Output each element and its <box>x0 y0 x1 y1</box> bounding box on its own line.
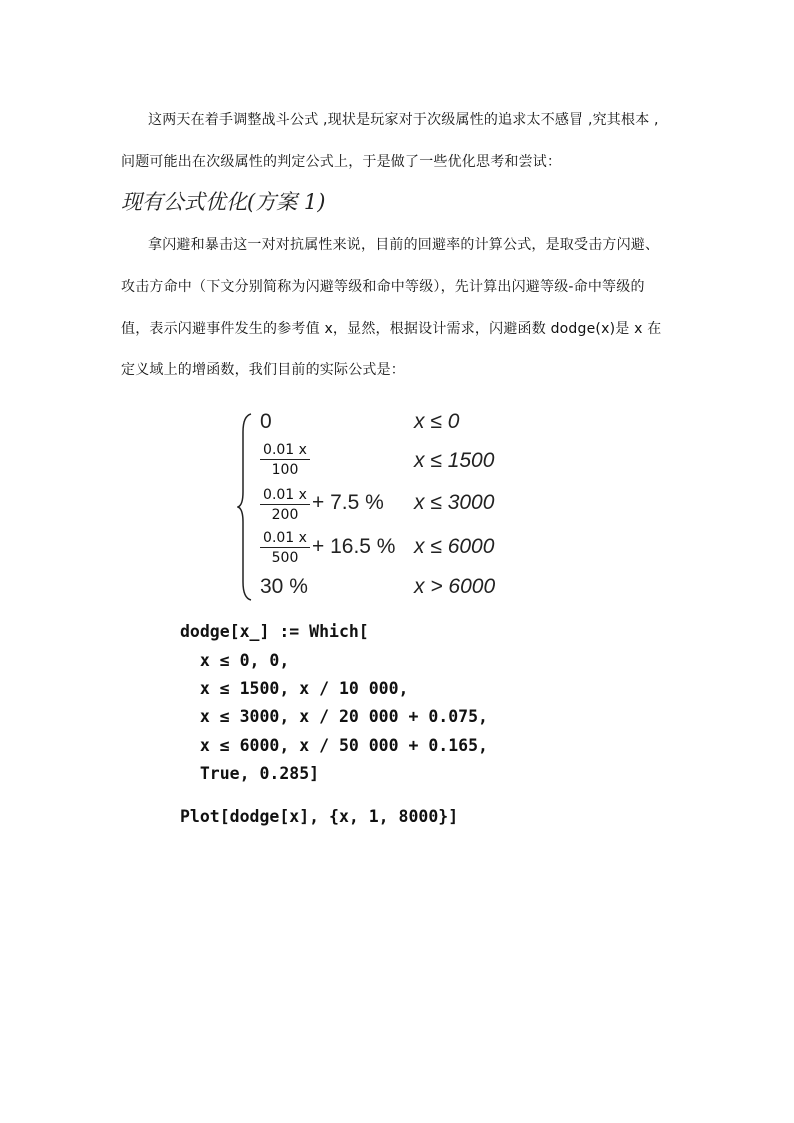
formula-row-2-fraction <box>260 442 310 478</box>
formula-row-5-value: 30 % <box>260 575 308 598</box>
formula-row-3-fraction <box>260 487 310 523</box>
code-line-7: Plot[dodge[x], {x, 1, 8000}] <box>180 807 459 826</box>
paragraph-1-line-2: 问题可能出在次级属性的判定公式上，于是做了一些优化思考和尝试： <box>121 154 562 170</box>
paragraph-2-line-4: 定义域上的增函数，我们目前的实际公式是： <box>121 362 405 378</box>
left-brace <box>237 412 253 602</box>
formula-row-3-numerator: 0.01 x <box>260 487 310 505</box>
formula-row-4-fraction <box>260 530 310 566</box>
code-line-2: x ≤ 0, 0, <box>180 651 290 670</box>
paragraph-2-line-2: 攻击方命中（下文分别简称为闪避等级和命中等级），先计算出闪避等级-命中等级的 <box>121 279 645 295</box>
formula-row-2-numerator: 0.01 x <box>260 442 310 460</box>
formula-row-3-condition: x ≤ 3000 <box>414 491 495 514</box>
section-heading: 现有公式优化(方案 1) <box>121 190 326 214</box>
code-line-4: x ≤ 3000, x / 20 000 + 0.075, <box>180 707 488 726</box>
formula-row-5-condition: x > 6000 <box>414 575 496 598</box>
formula-row-4-addend: + 16.5 % <box>312 535 396 558</box>
paragraph-1-line-1: 这两天在着手调整战斗公式 ,现状是玩家对于次级属性的追求太不感冒 ,究其根本 , <box>148 112 659 128</box>
formula-row-4-condition: x ≤ 6000 <box>414 535 495 558</box>
formula-row-1-value: 0 <box>260 410 272 433</box>
paragraph-2-line-3: 值，表示闪避事件发生的参考值 x，显然，根据设计需求，闪避函数 dodge(x)是 x 在 <box>121 321 662 337</box>
code-line-1: dodge[x_] := Which[ <box>180 622 369 641</box>
formula-row-4-denominator: 500 <box>271 550 299 566</box>
formula-row-2-condition: x ≤ 1500 <box>414 449 495 472</box>
code-line-3: x ≤ 1500, x / 10 000, <box>180 679 409 698</box>
paragraph-2-line-1: 拿闪避和暴击这一对对抗属性来说，目前的回避率的计算公式，是取受击方闪避、 <box>148 237 660 253</box>
formula-row-1-condition: x ≤ 0 <box>414 410 460 433</box>
formula-row-4-numerator: 0.01 x <box>260 530 310 548</box>
formula-row-2-denominator: 100 <box>271 462 299 478</box>
formula-row-3-denominator: 200 <box>271 507 299 523</box>
code-line-6: True, 0.285] <box>180 764 320 783</box>
code-line-5: x ≤ 6000, x / 50 000 + 0.165, <box>180 736 488 755</box>
formula-row-3-addend: + 7.5 % <box>312 491 384 514</box>
